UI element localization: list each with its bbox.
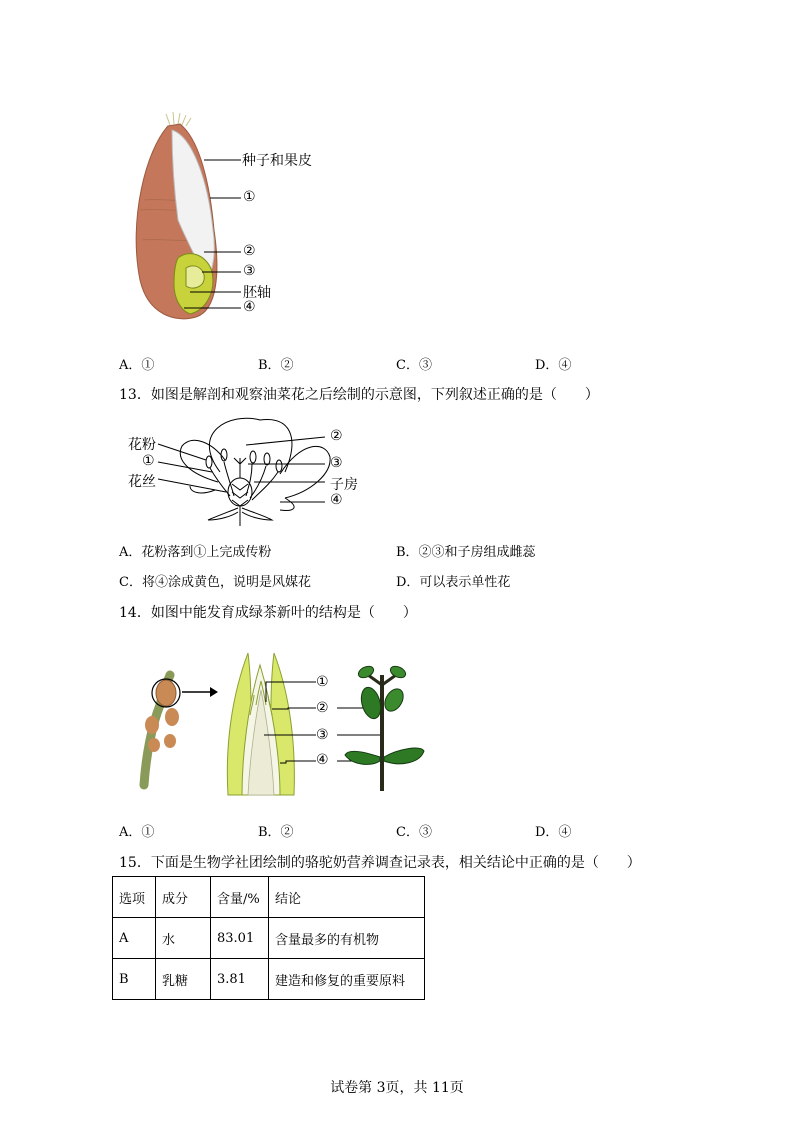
q14-option-c[interactable]: C．③ [396,825,432,840]
q13-stem: 13．如图是解剖和观察油菜花之后绘制的示意图，下列叙述正确的是（ ） [119,387,599,403]
label-3: ③ [243,263,256,279]
q14-option-a[interactable]: A．① [119,825,155,840]
page-footer: 试卷第 3页，共 11页 [330,1080,464,1096]
header-cell: 选项 [113,877,156,918]
q15-stem: 15．下面是生物学社团绘制的骆驼奶营养调查记录表，相关结论中正确的是（ ） [119,855,641,871]
table-cell: 乳糖 [156,959,211,1000]
camel-milk-table [112,876,425,1000]
q14-option-d[interactable]: D．④ [535,825,572,840]
q12-option-a[interactable]: A．① [119,358,155,373]
table-cell: 建造和修复的重要原料 [269,959,425,1000]
q12-option-c[interactable]: C．③ [396,358,432,373]
q12-option-b[interactable]: B．② [258,358,294,373]
q14-stem: 14．如图中能发育成绿茶新叶的结构是（ ） [119,605,417,621]
label-2: ② [316,700,329,716]
label-2: ② [243,243,256,259]
q13-option-d[interactable]: D．可以表示单性花 [396,575,511,590]
table-cell: 含量最多的有机物 [269,918,425,959]
table-header-row [113,877,425,918]
bud-and-shoot-figure [130,645,440,805]
label-filament: 花丝 [128,474,156,490]
label-1: ① [243,189,256,205]
wheat-grain-figure [118,110,318,330]
q12-option-d[interactable]: D．④ [535,358,572,373]
q13-option-c[interactable]: C．将④涂成黄色，说明是风媒花 [119,575,311,590]
table-cell: 83.01 [211,918,269,959]
label-4: ④ [243,299,256,315]
label-1: ① [142,453,155,469]
header-cell: 结论 [269,877,425,918]
label-4: ④ [316,752,329,768]
q13-option-b[interactable]: B．②③和子房组成雌蕊 [396,545,536,560]
table-cell: A [113,918,156,959]
header-cell: 含量/% [211,877,269,918]
flower-diagram [120,412,360,527]
label-2: ② [330,428,343,444]
label-pollen: 花粉 [128,437,156,453]
label-3: ③ [316,727,329,743]
label-ovary: 子房 [330,477,358,493]
table-row [113,918,425,959]
header-cell: 成分 [156,877,211,918]
label-4: ④ [330,492,343,508]
table-cell: 3.81 [211,959,269,1000]
label-3: ③ [330,455,343,471]
label-1: ① [316,674,329,690]
label-seed-and-pericarp: 种子和果皮 [242,153,312,169]
table-cell: B [113,959,156,1000]
label-hypocotyl: 胚轴 [243,285,271,301]
table-row [113,959,425,1000]
q14-option-b[interactable]: B．② [258,825,294,840]
q13-option-a[interactable]: A．花粉落到①上完成传粉 [119,545,272,560]
table-cell: 水 [156,918,211,959]
